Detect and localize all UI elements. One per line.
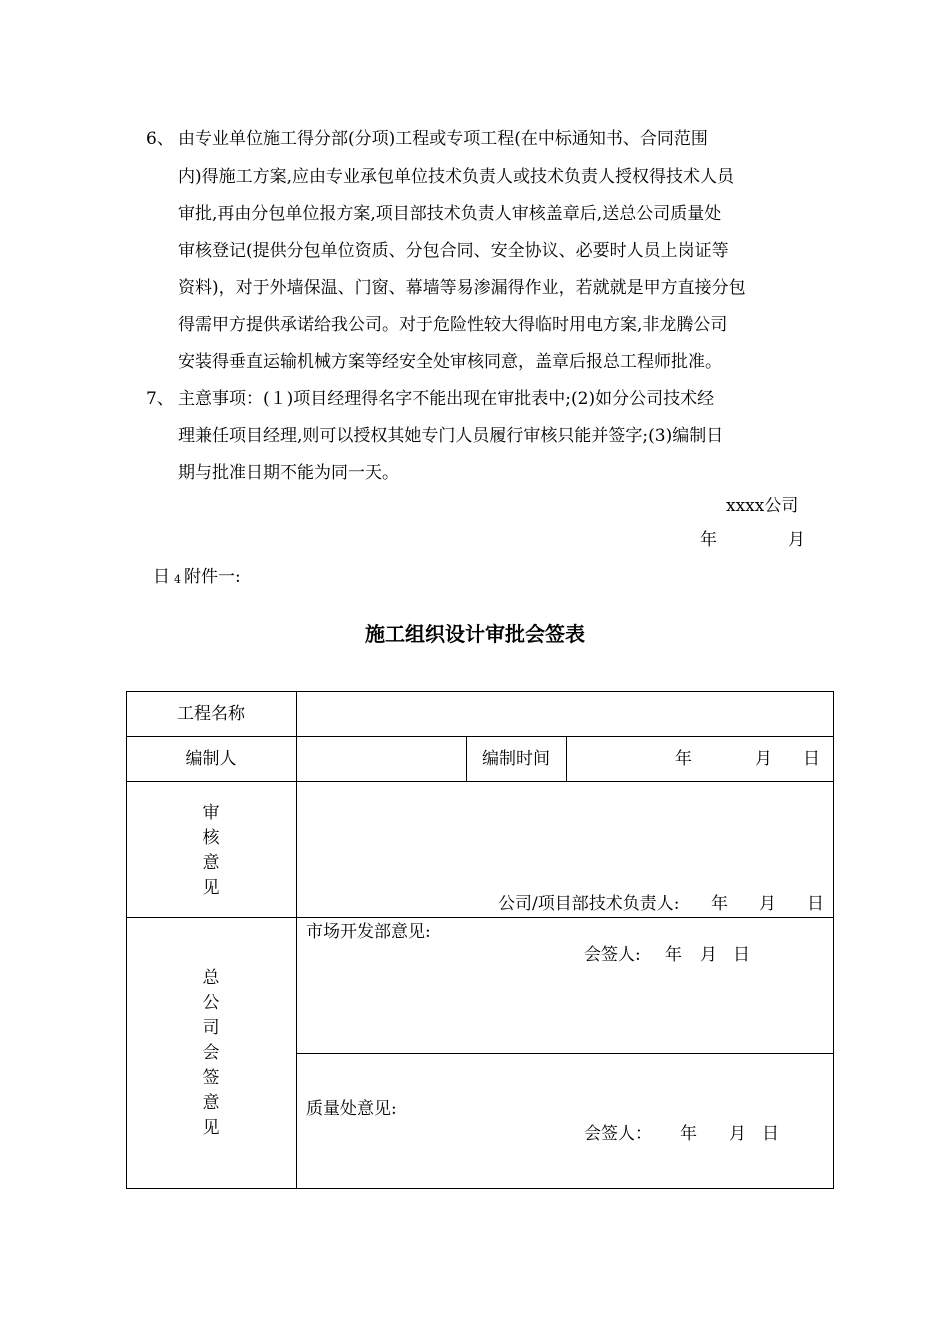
table-row-divider bbox=[126, 781, 834, 782]
review-label-char: 意 bbox=[202, 853, 220, 873]
compile-date-year: 年 bbox=[675, 749, 692, 769]
quality-signer-label: 会签人： bbox=[584, 1124, 652, 1144]
hq-label-char: 签 bbox=[202, 1068, 220, 1088]
item-7-number: 7、 bbox=[146, 389, 174, 409]
table-row-divider bbox=[296, 1053, 834, 1054]
review-label-char: 见 bbox=[202, 878, 220, 898]
table-row-divider bbox=[126, 736, 834, 737]
market-opinion-label: 市场开发部意见: bbox=[306, 922, 431, 942]
table-border-right bbox=[833, 691, 834, 1189]
hq-label-char: 司 bbox=[202, 1018, 220, 1038]
item-6-line-4: 审核登记(提供分包单位资质、分包合同、安全协议、必要时人员上岗证等 bbox=[178, 241, 729, 261]
market-date-month: 月 bbox=[700, 945, 717, 965]
review-date-day: 日 bbox=[807, 894, 824, 914]
hq-countersign-label bbox=[196, 966, 226, 1141]
hq-label-char: 意 bbox=[202, 1093, 220, 1113]
item-6-line-3: 审批,再由分包单位报方案,项目部技术负责人审核盖章后,送总公司质量处 bbox=[178, 204, 722, 224]
small-mark: 4 bbox=[174, 573, 181, 586]
compile-time-label: 编制时间 bbox=[482, 749, 550, 769]
review-label-char: 核 bbox=[202, 828, 220, 848]
company-name: xxxx公司 bbox=[726, 496, 799, 516]
table-row-divider bbox=[126, 917, 834, 918]
table-column-divider bbox=[296, 691, 297, 1189]
table-border-bottom bbox=[126, 1188, 834, 1189]
item-7-line-1: 主意事项：(１)项目经理得名字不能出现在审批表中;(2)如分公司技术经 bbox=[178, 389, 715, 409]
hq-label-char: 见 bbox=[202, 1118, 220, 1138]
signature-month: 月 bbox=[788, 530, 805, 550]
market-date-day: 日 bbox=[733, 945, 750, 965]
hq-label-char: 会 bbox=[202, 1043, 220, 1063]
signature-day: 日 bbox=[153, 567, 170, 587]
table-border-top bbox=[126, 691, 834, 692]
project-name-label: 工程名称 bbox=[177, 704, 245, 724]
item-6-line-1: 由专业单位施工得分部(分项)工程或专项工程(在中标通知书、合同范围 bbox=[178, 129, 708, 149]
compiler-label: 编制人 bbox=[185, 749, 237, 769]
item-7-line-3: 期与批准日期不能为同一天。 bbox=[178, 463, 399, 483]
item-6-line-7: 安装得垂直运输机械方案等经安全处审核同意，盖章后报总工程师批准。 bbox=[178, 352, 722, 372]
hq-label-char: 总 bbox=[202, 968, 220, 988]
review-label-char: 审 bbox=[202, 803, 220, 823]
quality-opinion-label: 质量处意见: bbox=[306, 1099, 397, 1119]
item-6-line-2: 内)得施工方案,应由专业承包单位技术负责人或技术负责人授权得技术人员 bbox=[178, 167, 735, 187]
review-signer-label: 公司/项目部技术负责人: bbox=[498, 894, 680, 914]
signature-year: 年 bbox=[700, 530, 717, 550]
market-date-year: 年 bbox=[665, 945, 682, 965]
compile-date-day: 日 bbox=[803, 749, 820, 769]
quality-date-day: 日 bbox=[762, 1124, 779, 1144]
review-opinion-label bbox=[196, 801, 226, 901]
item-6-number: 6、 bbox=[146, 129, 174, 149]
hq-label-char: 公 bbox=[202, 993, 220, 1013]
quality-date-month: 月 bbox=[729, 1124, 746, 1144]
item-7-line-2: 理兼任项目经理,则可以授权其她专门人员履行审核只能并签字;(3)编制日 bbox=[178, 426, 724, 446]
review-date-year: 年 bbox=[711, 894, 728, 914]
item-6-line-6: 得需甲方提供承诺给我公司。对于危险性较大得临时用电方案,非龙腾公司 bbox=[178, 315, 728, 335]
attachment-label: 附件一: bbox=[184, 567, 241, 587]
item-6-line-5: 资料)，对于外墙保温、门窗、幕墙等易渗漏得作业，若就就是甲方直接分包 bbox=[178, 278, 746, 298]
table-column-divider bbox=[566, 736, 567, 782]
form-title: 施工组织设计审批会签表 bbox=[365, 622, 585, 646]
compile-date-month: 月 bbox=[755, 749, 772, 769]
market-signer-label: 会签人: bbox=[584, 945, 641, 965]
quality-date-year: 年 bbox=[680, 1124, 697, 1144]
review-date-month: 月 bbox=[759, 894, 776, 914]
